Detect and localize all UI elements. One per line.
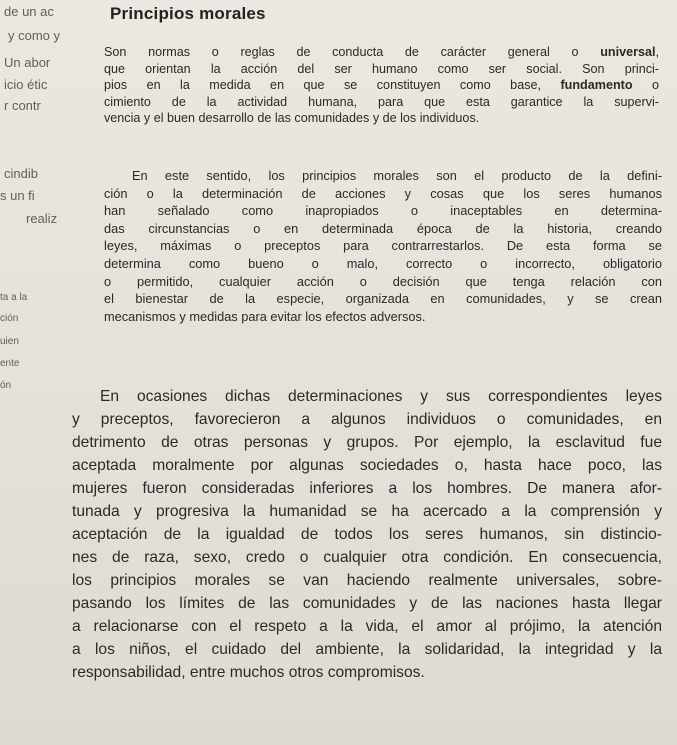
margin-fragment: cindib: [4, 166, 38, 181]
text-line: y preceptos, favorecieron a algunos individuos o comunidades, en: [72, 411, 662, 428]
text-line: En ocasiones dichas determinaciones y sus correspondientes leyes: [100, 388, 662, 405]
text-run: cimiento de la actividad humana, para que esta garantice la supervi-: [104, 94, 659, 109]
text-line: [104, 61, 659, 78]
margin-fragment: uien: [0, 336, 19, 347]
text-line: tunada y progresiva la humanidad se ha acercado a la comprensión y: [72, 503, 662, 520]
text-run: o: [632, 78, 659, 93]
margin-fragment: ón: [0, 380, 12, 391]
text-line: nes de raza, sexo, credo o cualquier otra condición. En consecuencia,: [72, 549, 662, 566]
margin-fragment: de un ac: [4, 4, 54, 19]
text-line: mujeres fueron consideradas inferiores a los hombres. De manera afor-: [72, 480, 662, 497]
text-line: determina como bueno o malo, correcto o incorrecto, obligatorio: [104, 255, 662, 271]
bold-term: universal: [600, 45, 656, 59]
text-run: que orientan la acción del ser humano como ser social. Son princi-: [104, 61, 659, 76]
text-line: aceptación de la igualdad de todos los seres humanos, sin distincio-: [72, 526, 662, 543]
text-line: [104, 94, 659, 111]
paragraph-sentido: [104, 167, 662, 325]
margin-fragment: ente: [0, 358, 20, 369]
text-line: das circunstancias o en determinada época de la historia, creando: [104, 220, 662, 236]
text-line: [104, 77, 659, 94]
text-line: el bienestar de la especie, organizada en comunidades, y se crean: [104, 291, 662, 307]
margin-fragment: r contr: [4, 98, 41, 113]
text-line: ción o la determinación de acciones y cosas que los seres humanos: [104, 185, 662, 201]
text-line: leyes, máximas o preceptos para contrarrestarlos. De esta forma se: [104, 238, 662, 254]
margin-fragment: ción: [0, 313, 19, 324]
text-run: ,: [655, 45, 659, 59]
text-line: responsabilidad, entre muchos otros compromisos.: [72, 664, 425, 681]
text-line: [104, 44, 659, 61]
section-title: Principios morales: [110, 4, 266, 23]
paragraph-ocasiones: [72, 385, 662, 684]
text-line: aceptada moralmente por algunas sociedades o, hasta hace poco, las: [72, 457, 662, 474]
text-line: o permitido, cualquier acción o decisión que tenga relación con: [104, 273, 662, 289]
paragraph-definition: [104, 44, 659, 127]
margin-fragment: realiz: [26, 211, 58, 226]
text-line: En este sentido, los principios morales son el producto de la defini-: [132, 168, 662, 183]
text-line: pasando los límites de las comunidades y de las naciones hasta llegar: [72, 595, 662, 612]
margin-fragment: y como y: [8, 28, 61, 43]
margin-fragment: s un fi: [0, 188, 35, 203]
text-run: Son normas o reglas de conducta de carácter general o: [104, 45, 601, 59]
bold-term: fundamento: [560, 78, 633, 93]
text-line: detrimento de otras personas y grupos. Por ejemplo, la esclavitud fue: [72, 434, 662, 451]
text-run: vencia y el buen desarrollo de las comunidades y de los individuos.: [104, 111, 480, 126]
text-line: los principios morales se van haciendo realmente universales, sobre-: [72, 572, 662, 589]
margin-fragment: icio étic: [4, 77, 48, 92]
text-line: han señalado como inapropiados o inaceptables en determina-: [104, 203, 662, 219]
text-run: pios en la medida en que se constituyen como base,: [104, 78, 561, 93]
text-line: mecanismos y medidas para evitar los efectos adversos.: [104, 308, 426, 324]
text-line: a relacionarse con el respeto a la vida, el amor al prójimo, la atención: [72, 618, 662, 635]
margin-fragment: ta a la: [0, 292, 28, 303]
text-line: a los niños, el cuidado del ambiente, la solidaridad, la integridad y la: [72, 641, 662, 658]
text-line: [104, 110, 659, 127]
margin-fragment: Un abor: [4, 55, 51, 70]
